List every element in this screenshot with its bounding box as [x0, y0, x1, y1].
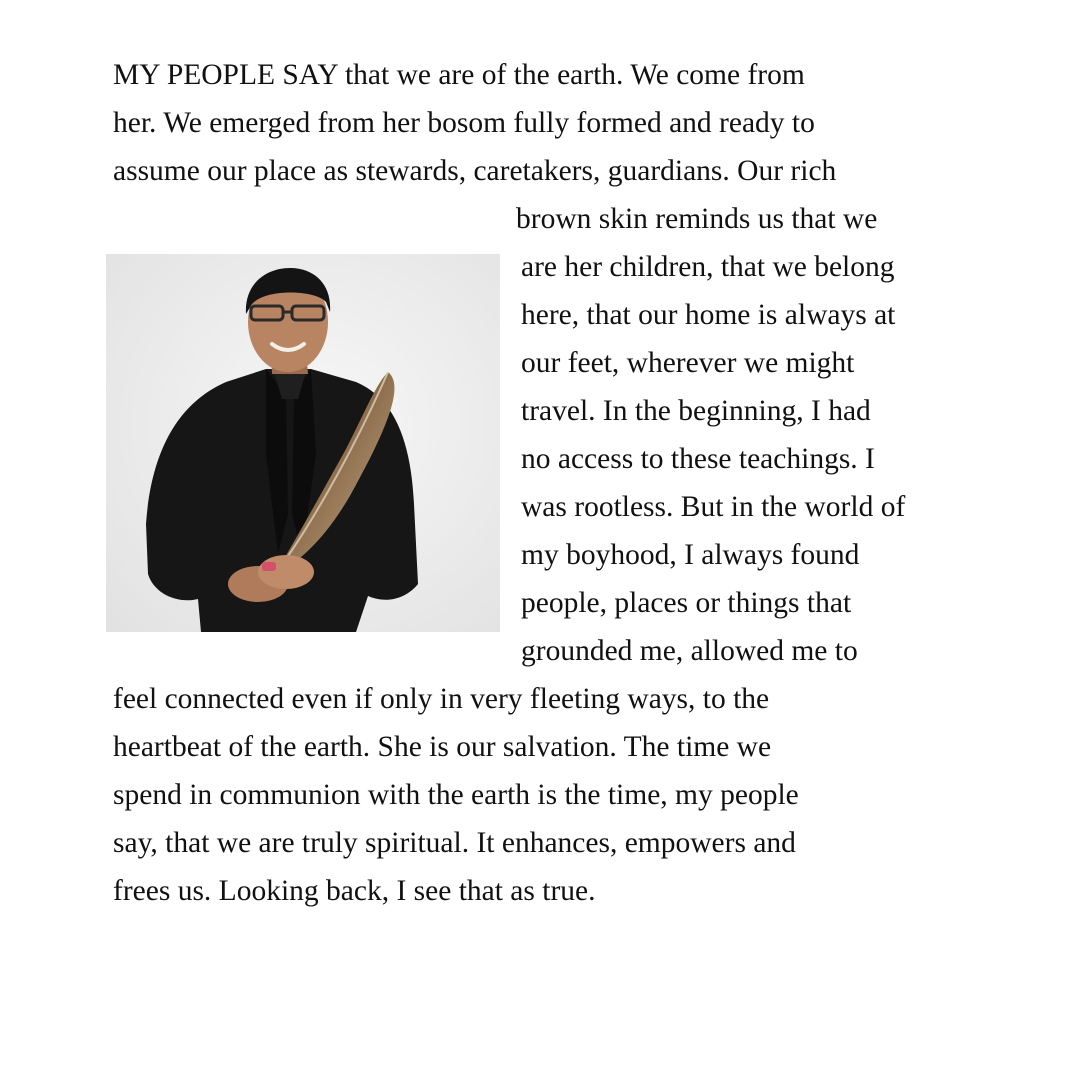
text-line: our feet, wherever we might [521, 347, 855, 379]
text-line: people, places or things that [521, 587, 852, 619]
text-line: feel connected even if only in very fleeting ways, to the [113, 683, 770, 715]
text-line: grounded me, allowed me to [521, 635, 858, 667]
portrait-photo [106, 254, 500, 632]
text-line: spend in communion with the earth is the time, my people [113, 779, 799, 811]
text-line: travel. In the beginning, I had [521, 395, 871, 427]
text-line: assume our place as stewards, caretakers, guardians. Our rich [113, 155, 837, 187]
feather-wrap [262, 562, 276, 571]
text-line: brown skin reminds us that we [516, 203, 878, 235]
text-line: MY PEOPLE SAY that we are of the earth. We come from [113, 59, 805, 91]
text-line: her. We emerged from her bosom fully formed and ready to [113, 107, 815, 139]
text-line: was rootless. But in the world of [521, 491, 906, 523]
hand-right [258, 555, 314, 589]
text-line: no access to these teachings. I [521, 443, 875, 475]
text-line: say, that we are truly spiritual. It enhances, empowers and [113, 827, 796, 859]
text-line: my boyhood, I always found [521, 539, 860, 571]
text-line: are her children, that we belong [521, 251, 895, 283]
text-line: frees us. Looking back, I see that as true. [113, 875, 596, 907]
text-line: here, that our home is always at [521, 299, 896, 331]
text-line: heartbeat of the earth. She is our salvation. The time we [113, 731, 772, 763]
portrait-illustration [106, 254, 500, 632]
